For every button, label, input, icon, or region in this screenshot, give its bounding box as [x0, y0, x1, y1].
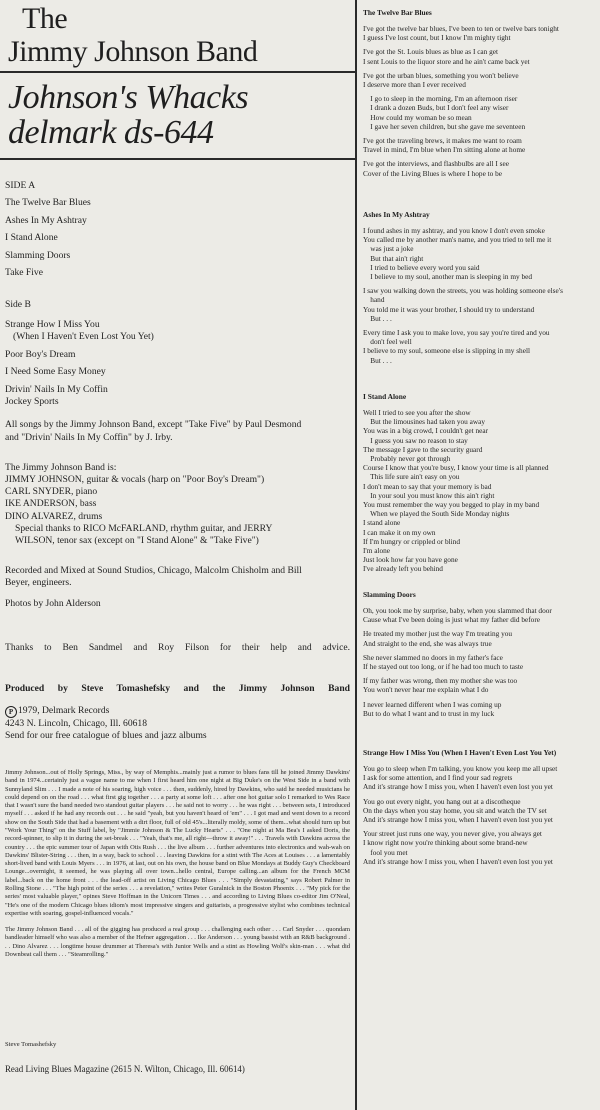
lyric-line: On the days when you stay home, you sit and watch the TV set: [363, 805, 547, 815]
lyric-line: You was in a big crowd, I couldn't get near: [363, 426, 489, 436]
essay-paragraph-2: The Jimmy Johnson Band . . . all of the gigging has produced a real group . . . challenging each other . . . Carl Snyder . . . quondam bandleader himself who was also a member of the Hefner aggregation . . . Ike Anderson . . . young bassist with an R&B background . . . Dino Alvarez . . . longtime house drummer at Theresa's with Junior Wells and a stint as Howling Wolf's skin-man . . . what did Downbeat call them . . . "Steamrolling.": [5, 926, 350, 958]
lyrics-column: [359, 0, 599, 1110]
band-member-1: JIMMY JOHNSON, guitar & vocals (harp on "Poor Boy's Dream"): [5, 473, 265, 485]
lyric-line: But that ain't right: [363, 253, 424, 263]
song-title: I Stand Alone: [363, 392, 407, 401]
living-blues-ad: Read Living Blues Magazine (2615 N. Wilton, Chicago, Ill. 60614): [5, 1064, 245, 1074]
song-title: Strange How I Miss You (When I Haven't Even Lost You Yet): [363, 748, 557, 757]
lyric-line: I ask for some attention, and I find your sad regrets: [363, 773, 513, 783]
producer-credit: Produced by Steve Tomashefsky and the Jimmy Johnson Band: [5, 683, 350, 694]
column-divider: [355, 0, 357, 1110]
lyric-lines: [363, 606, 599, 718]
recording-credit-1: Recorded and Mixed at Sound Studios, Chicago, Malcolm Chisholm and Bill: [5, 565, 302, 577]
header-the: The: [22, 2, 68, 35]
lyric-line: I've already left you behind: [363, 564, 443, 574]
catalogue-offer: Send for our free catalogue of blues and jazz albums: [5, 730, 207, 742]
lyric-line: Course I know that you're busy, I know your time is all planned: [363, 463, 549, 473]
lyric-line: I can make it on my own: [363, 527, 436, 537]
lyric-line: You won't never hear me explain what I do: [363, 685, 489, 695]
lyric-line: You called me by another man's name, and you tried to tell me it: [363, 235, 552, 245]
track-b1: Strange How I Miss You: [5, 318, 100, 330]
lyric-line: I don't mean to say that your memory is bad: [363, 481, 492, 491]
track-listing: [5, 180, 350, 654]
lyric-line: I believe to my soul, someone else is slipping in my shell: [363, 346, 530, 356]
songwriter-credit-2: and "Drivin' Nails In My Coffin" by J. Irby.: [5, 431, 173, 443]
essay-paragraph-1: Jimmy Johnson...out of Holly Springs, Miss., by way of Memphis...mainly just a rumor to blues fans till he joined Jimmy Dawkins' band in 1974...certainly just a vague name to me when I first heard him one night at Big Duke's on the West Side in a band with Sunnyland Slim . . . I made a note of his soaring, high voice . . . then, suddenly, hired by Dawkins, who said he needed musicians he could depend on on the road . . . what first gig together . . . a party at some loft . . . after one hot guitar solo I remarked to Wes Race that I wasn't sure the band needed two standout guitar players . . . he said not to worry . . . he was right . . . between sets, I introduced myself . . . asked if he had any records out . . . he said "yeah, but you haven't heard of 'em" . . . I got mad and went down to a record show on the South Side that had a basement with a dirt floor, full of old 45's...literally moldy, some of them...what should turn up but "Work Your Thing" on the Stuff label, by "Jimmie Johnson & The Lucky Hearts" . . . "One night at Ma Bea's I asked Doris, the record-spinner, to slip it in during the set-break . . . "Yeah, that's me, all right—throw it away!" . . . Travels with Dawkins across the country . . . the epic summer tour of Japan with Otis Rush . . . the live album . . . further adventures into electronics and wah-wah on Dawkins' Blister-String . . . then, in a way, back to school . . . leaving Dawkins for a stint with The Aces at Louises . . . a lamentably short-lived band with Louis Myers . . . in 1976, at last, out on his own, the house band on Blue Mondays at Buddy Guy's Checkboard Lounge...overnight, it seemed, he was playing all over town...hello central, Europe calling...an album for the French MCM label...back on the home front . . . the lead-off artist on Living Chicago Blues . . . "Simply devastating," says Robert Palmer in Rolling Stone . . . "The high point of the series . . . a revelation," writes Peter Guralnick in the Boston Phoenix . . . "My pick for the series' most valuable player," opines Steve Hoffman in the Unicorn Times . . . and according to Living Blues co-editor Jim O'Neal, "He's one of the modern Chicago blues idiom's most impressive singers and guitarists, a progressive stylist who combines technical expertise with soaring, gospel-influenced vocals.": [5, 769, 350, 917]
recording-credit-2: Beyer, engineers.: [5, 577, 72, 589]
lyric-line: I found ashes in my ashtray, and you know I don't even smoke: [363, 226, 545, 235]
lyric-line: Oh, you took me by surprise, baby, when you slammed that door: [363, 606, 552, 615]
track-b3: I Need Some Easy Money: [5, 366, 106, 378]
lyric-line: How could my woman be so mean: [363, 112, 472, 122]
album-title: Johnson's Whacks: [8, 79, 249, 116]
lyrics-strange-how-i-miss-you: [363, 748, 599, 866]
lyric-line: I guess I've lost count, but I know I'm mighty tight: [363, 33, 511, 43]
track-a1: The Twelve Bar Blues: [5, 197, 91, 209]
production-credits: [5, 683, 350, 743]
lyric-line: I tried to believe every word you said: [363, 262, 480, 272]
lyric-line: don't feel well: [363, 337, 412, 347]
lyric-line: You go out every night, you hang out at a discotheque: [363, 796, 521, 806]
lyric-line: You must remember the way you begged to play in my band: [363, 500, 540, 510]
track-a2: Ashes In My Ashtray: [5, 214, 87, 226]
lyric-line: I guess you saw no reason to stay: [363, 435, 468, 445]
song-title: The Twelve Bar Blues: [363, 8, 432, 17]
phonogram-icon: P: [5, 706, 17, 718]
lyric-line: I've got the St. Louis blues as blue as I can get: [363, 47, 499, 57]
lyric-line: I know right now you're thinking about some brand-new: [363, 838, 528, 848]
copyright-line: [5, 705, 350, 718]
lyrics-i-stand-alone: [363, 392, 599, 574]
photo-credit: Photos by John Alderson: [5, 597, 101, 609]
special-thanks-2: WILSON, tenor sax (except on "I Stand Alone" & "Take Five"): [15, 534, 259, 546]
lyric-lines: [363, 408, 599, 574]
band-heading: The Jimmy Johnson Band is:: [5, 461, 117, 473]
band-member-2: CARL SNYDER, piano: [5, 486, 98, 498]
lyric-line: You told me it was your brother, I should try to understand: [363, 304, 535, 314]
track-b2: Poor Boy's Dream: [5, 348, 76, 360]
lyric-line: If he stayed out too long, or if he had too much to taste: [363, 662, 524, 672]
song-title: Slamming Doors: [363, 590, 416, 599]
track-a3: I Stand Alone: [5, 232, 58, 244]
lyric-line: I've got the traveling brews, it makes me want to roam: [363, 136, 522, 146]
lyric-line: I gave her seven children, but she gave me seventeen: [363, 121, 526, 131]
catalog-number: delmark ds-644: [8, 114, 214, 151]
lyric-line: But to do what I want and to trust in my luck: [363, 708, 495, 718]
lyric-line: I sent Louis to the liquor store and he ain't came back yet: [363, 56, 530, 66]
band-name: Jimmy Johnson Band: [8, 35, 258, 68]
lyric-line: Cover of the Living Blues is where I hope to be: [363, 168, 503, 178]
lyric-line: I've got the interviews, and flashbulbs are all I see: [363, 159, 509, 169]
band-member-3: IKE ANDERSON, bass: [5, 498, 97, 510]
lyric-line: I deserve more than I ever received: [363, 80, 466, 90]
lyric-line: And it's strange how I miss you, when I haven't even lost you yet: [363, 856, 553, 866]
lyric-line: And straight to the end, she was always true: [363, 638, 492, 648]
copyright-text: 1979, Delmark Records: [18, 705, 110, 717]
song-title: Ashes In My Ashtray: [363, 210, 430, 219]
essay-signature: Steve Tomashefsky: [5, 1041, 57, 1048]
lyric-line: hand: [363, 295, 385, 305]
lyric-lines: [363, 24, 599, 178]
lyric-line: If I'm hungry or crippled or blind: [363, 536, 460, 546]
track-b4: Drivin' Nails In My Coffin: [5, 383, 108, 395]
lyric-line: But . . .: [363, 313, 392, 323]
lyric-lines: [363, 226, 599, 365]
lyric-line: I go to sleep in the morning, I'm an afternoon riser: [363, 94, 518, 104]
track-b5: Jockey Sports: [5, 395, 59, 407]
lyric-line: I'm alone: [363, 546, 391, 556]
lyric-line: I drank a dozen Buds, but I don't feel any wiser: [363, 103, 509, 113]
lyric-line: Cause what I've been doing is just what my father did before: [363, 615, 540, 625]
lyric-line: Your street just runs one way, you never give, you always get: [363, 829, 542, 839]
track-a5: Take Five: [5, 267, 43, 279]
lyric-line: Every time I ask you to make love, you say you're tired and you: [363, 328, 550, 338]
lyric-line: But the limousines had taken you away: [363, 417, 485, 427]
special-thanks-1: Special thanks to RICO McFARLAND, rhythm guitar, and JERRY: [15, 522, 273, 534]
lyrics-twelve-bar-blues: [363, 8, 599, 178]
lyric-line: This life sure ain't easy on you: [363, 472, 460, 482]
lyric-line: I stand alone: [363, 518, 401, 528]
lyric-line: And it's strange how I miss you, when I haven't even lost you yet: [363, 815, 553, 825]
lyric-lines: [363, 764, 599, 866]
lyrics-ashes-in-my-ashtray: [363, 210, 599, 365]
lyrics-slamming-doors: [363, 590, 599, 718]
header-rule: [0, 71, 355, 73]
lyric-line: But . . .: [363, 355, 392, 365]
lyric-line: In your soul you must know this ain't right: [363, 490, 495, 500]
lyric-line: I never learned different when I was coming up: [363, 699, 502, 709]
lyric-line: Probably never got through: [363, 454, 451, 464]
lyric-line: I've got the urban blues, something you won't believe: [363, 70, 519, 80]
lyric-line: Well I tried to see you after the show: [363, 408, 471, 417]
track-a4: Slamming Doors: [5, 249, 71, 261]
side-b-label: Side B: [5, 298, 31, 310]
thanks-line: Thanks to Ben Sandmel and Roy Filson for their help and advice.: [5, 641, 350, 653]
lyric-line: I believe to my soul, another man is sleeping in my bed: [363, 272, 533, 282]
side-a-label: SIDE A: [5, 180, 36, 191]
album-header: [0, 0, 355, 160]
songwriter-credit-1: All songs by the Jimmy Johnson Band, except "Take Five" by Paul Desmond: [5, 419, 302, 431]
lyric-line: Travel in mind, I'm blue when I'm sitting alone at home: [363, 145, 526, 155]
lyric-line: I saw you walking down the streets, you was holding someone else's: [363, 286, 563, 296]
lyric-line: And it's strange how I miss you, when I haven't even lost you yet: [363, 782, 553, 792]
lyric-line: She never slammed no doors in my father's face: [363, 652, 503, 662]
lyric-line: When we played the South Side Monday nights: [363, 509, 510, 519]
lyric-line: He treated my mother just the way I'm treating you: [363, 629, 513, 639]
lyric-line: Just look how far you have gone: [363, 555, 458, 565]
liner-notes-essay: [5, 769, 350, 959]
lyric-line: If my father was wrong, then my mother she was too: [363, 676, 518, 686]
lyric-line: The message I gave to the security guard: [363, 444, 483, 454]
lyric-line: was just a joke: [363, 244, 414, 254]
track-b1-sub: (When I Haven't Even Lost You Yet): [13, 331, 154, 343]
lyric-line: fool you met: [363, 847, 408, 857]
band-member-4: DINO ALVAREZ, drums: [5, 510, 103, 522]
lyric-line: You go to sleep when I'm talking, you know you keep me all upset: [363, 764, 558, 773]
lyric-line: I've got the twelve bar blues, I've been to ten or twelve bars tonight: [363, 24, 559, 33]
delmark-address: 4243 N. Lincoln, Chicago, Ill. 60618: [5, 718, 148, 730]
